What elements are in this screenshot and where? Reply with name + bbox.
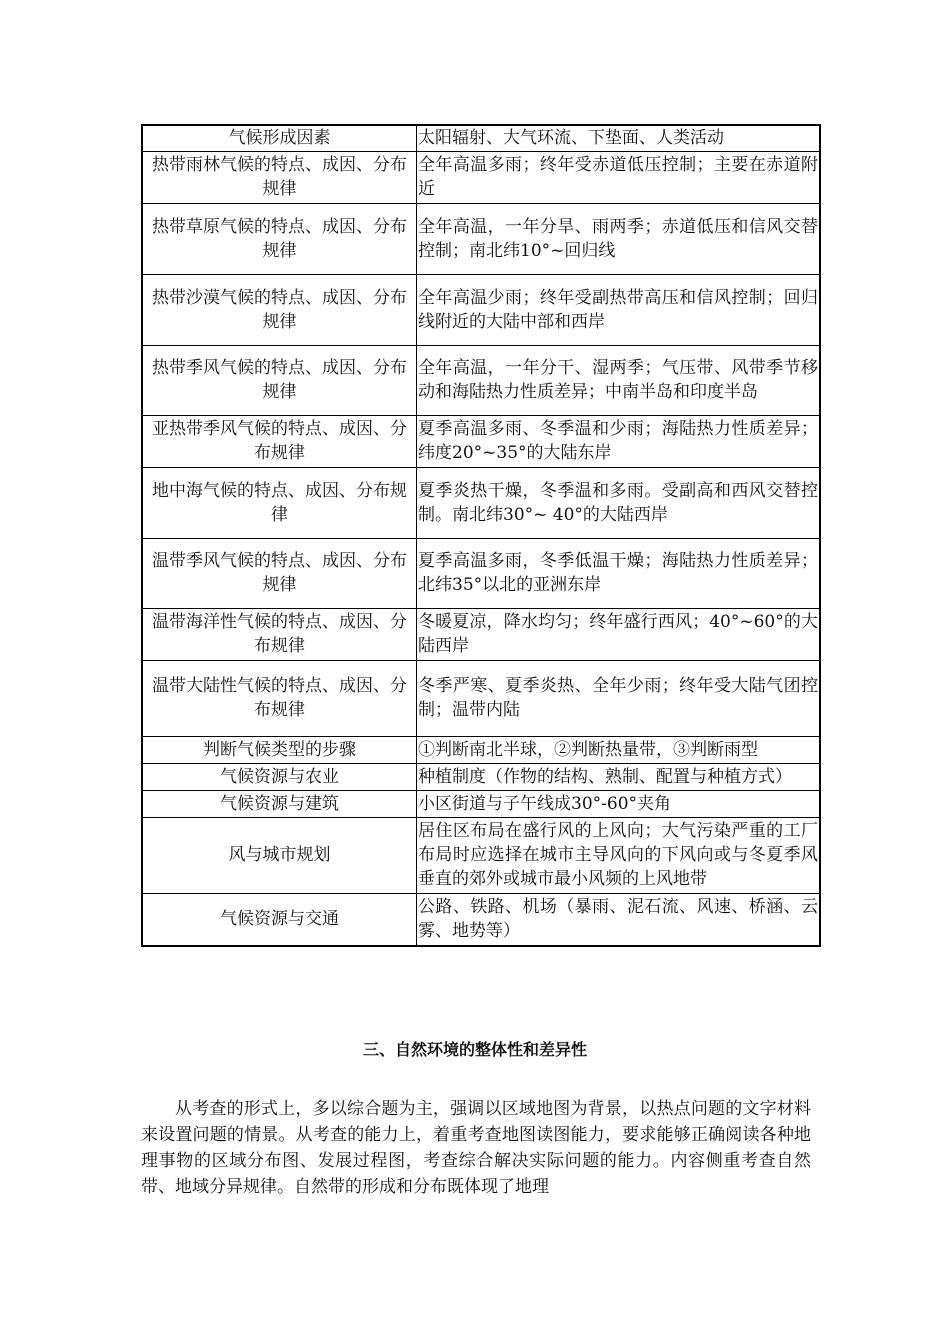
table-row — [142, 538, 820, 608]
table-row — [142, 125, 820, 151]
row-value: 夏季炎热干燥，冬季温和多雨。受副高和西风交替控制。南北纬30°~ 40°的大陆西岸 — [417, 467, 821, 538]
row-key: 气候资源与农业 — [142, 763, 417, 790]
table-row — [142, 415, 820, 467]
row-value: 全年高温多雨；终年受赤道低压控制；主要在赤道附近 — [417, 151, 821, 203]
row-key: 风与城市规划 — [142, 817, 417, 893]
row-key: 气候形成因素 — [142, 125, 417, 151]
row-key: 热带沙漠气候的特点、成因、分布规律 — [142, 274, 417, 345]
table-row — [142, 203, 820, 274]
table-row — [142, 763, 820, 790]
section-paragraph: 从考查的形式上，多以综合题为主，强调以区域地图为背景，以热点问题的文字材料来设置问题的情景。从考查的能力上，着重考查地图读图能力，要求能够正确阅读各种地理事物的区域分布图、发展过程图，考查综合解决实际问题的能力。内容侧重考查自然带、地域分异规律。自然带的形成和分布既体现了地理 — [141, 1099, 811, 1197]
row-key: 亚热带季风气候的特点、成因、分布规律 — [142, 415, 417, 467]
row-value: 全年高温少雨；终年受副热带高压和信风控制；回归线附近的大陆中部和西岸 — [417, 274, 821, 345]
row-value: 冬季严寒、夏季炎热、全年少雨；终年受大陆气团控制；温带内陆 — [417, 660, 821, 736]
row-value: ①判断南北半球，②判断热量带，③判断雨型 — [417, 736, 821, 763]
row-key: 温带季风气候的特点、成因、分布规律 — [142, 538, 417, 608]
table-row — [142, 608, 820, 660]
row-key: 热带季风气候的特点、成因、分布规律 — [142, 345, 417, 415]
table-row — [142, 274, 820, 345]
row-key: 气候资源与建筑 — [142, 790, 417, 817]
row-value: 居住区布局在盛行风的上风向；大气污染严重的工厂布局时应选择在城市主导风向的下风向或与冬夏季风垂直的郊外或城市最小风频的上风地带 — [417, 817, 821, 893]
row-key: 气候资源与交通 — [142, 893, 417, 946]
row-key: 温带海洋性气候的特点、成因、分布规律 — [142, 608, 417, 660]
row-key: 判断气候类型的步骤 — [142, 736, 417, 763]
row-value: 小区街道与子午线成30°-60°夹角 — [417, 790, 821, 817]
row-value: 公路、铁路、机场（暴雨、泥石流、风速、桥涵、云雾、地势等） — [417, 893, 821, 946]
row-key: 热带草原气候的特点、成因、分布规律 — [142, 203, 417, 274]
table-row — [142, 736, 820, 763]
row-value: 夏季高温多雨、冬季温和少雨；海陆热力性质差异；纬度20°~35°的大陆东岸 — [417, 415, 821, 467]
table-row — [142, 660, 820, 736]
table-row — [142, 893, 820, 946]
row-value: 夏季高温多雨，冬季低温干燥；海陆热力性质差异；北纬35°以北的亚洲东岸 — [417, 538, 821, 608]
table-row — [142, 790, 820, 817]
row-value: 冬暖夏凉，降水均匀；终年盛行西风；40°~60°的大陆西岸 — [417, 608, 821, 660]
table-row — [142, 345, 820, 415]
row-value: 全年高温，一年分干、湿两季；气压带、风带季节移动和海陆热力性质差异；中南半岛和印度半岛 — [417, 345, 821, 415]
row-value: 种植制度（作物的结构、熟制、配置与种植方式） — [417, 763, 821, 790]
table-row — [142, 151, 820, 203]
table-row — [142, 467, 820, 538]
section-title: 三、自然环境的整体性和差异性 — [362, 1040, 587, 1059]
row-value: 全年高温，一年分旱、雨两季；赤道低压和信风交替控制；南北纬10°~回归线 — [417, 203, 821, 274]
row-key: 地中海气候的特点、成因、分布规律 — [142, 467, 417, 538]
row-key: 热带雨林气候的特点、成因、分布规律 — [142, 151, 417, 203]
row-value: 太阳辐射、大气环流、下垫面、人类活动 — [417, 125, 821, 151]
climate-table — [141, 124, 821, 947]
row-key: 温带大陆性气候的特点、成因、分布规律 — [142, 660, 417, 736]
table-row — [142, 817, 820, 893]
